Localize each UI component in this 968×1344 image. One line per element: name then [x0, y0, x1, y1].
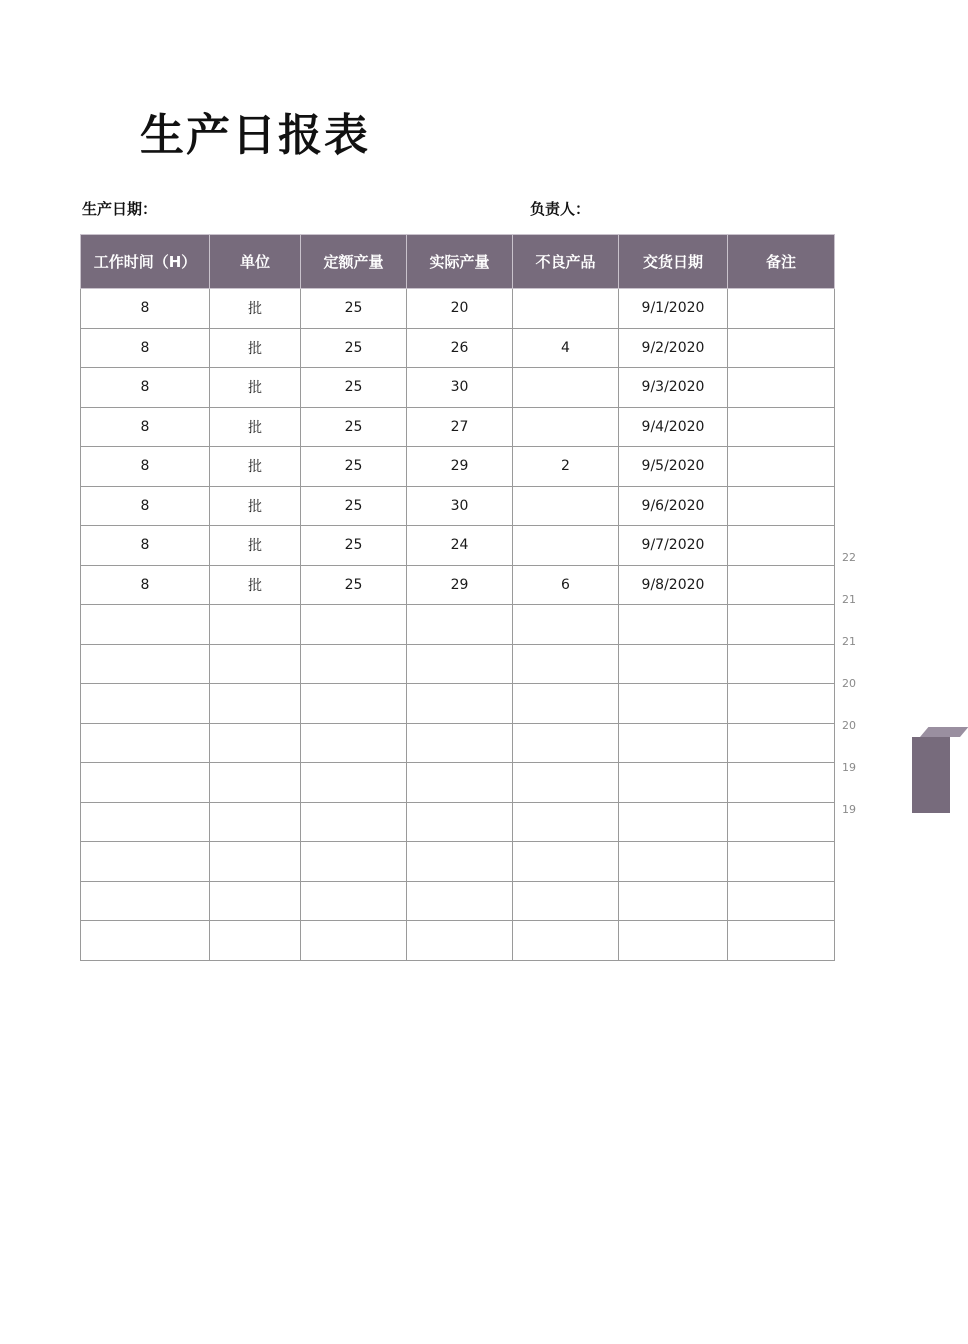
cell-actual-output[interactable]: 30	[407, 486, 513, 526]
cell-defective[interactable]	[513, 289, 619, 329]
header-quota-output: 定额产量	[301, 235, 407, 289]
cell-defective[interactable]	[513, 368, 619, 408]
cell-unit[interactable]	[210, 723, 301, 763]
cell-delivery-date[interactable]: 9/2/2020	[619, 328, 728, 368]
header-defective: 不良产品	[513, 235, 619, 289]
table-row	[81, 605, 835, 645]
cell-defective[interactable]: 6	[513, 565, 619, 605]
cell-delivery-date[interactable]	[619, 684, 728, 724]
cell-work-hours[interactable]	[81, 684, 210, 724]
cell-defective[interactable]	[513, 842, 619, 882]
cell-defective[interactable]	[513, 486, 619, 526]
cell-quota-output[interactable]: 25	[301, 486, 407, 526]
cell-quota-output[interactable]: 25	[301, 289, 407, 329]
table-row	[81, 368, 835, 408]
cell-actual-output[interactable]	[407, 881, 513, 921]
table-row	[81, 486, 835, 526]
cell-delivery-date[interactable]	[619, 921, 728, 961]
cell-quota-output[interactable]: 25	[301, 368, 407, 408]
production-date-label: 生产日期：	[82, 200, 158, 218]
cell-work-hours[interactable]: 8	[81, 289, 210, 329]
cell-actual-output[interactable]: 29	[407, 565, 513, 605]
side-chart-bar-front	[912, 737, 950, 813]
table-body	[81, 289, 835, 961]
cell-unit[interactable]	[210, 842, 301, 882]
table-row	[81, 921, 835, 961]
cell-work-hours[interactable]	[81, 802, 210, 842]
cell-unit[interactable]: 批	[210, 486, 301, 526]
cell-quota-output[interactable]: 25	[301, 328, 407, 368]
cell-delivery-date[interactable]: 9/8/2020	[619, 565, 728, 605]
cell-remarks[interactable]	[728, 605, 835, 645]
table-row	[81, 881, 835, 921]
cell-delivery-date[interactable]	[619, 881, 728, 921]
table-row	[81, 802, 835, 842]
cell-quota-output[interactable]	[301, 684, 407, 724]
cell-quota-output[interactable]	[301, 763, 407, 803]
cell-remarks[interactable]	[728, 921, 835, 961]
cell-work-hours[interactable]: 8	[81, 328, 210, 368]
table-row	[81, 526, 835, 566]
cell-unit[interactable]: 批	[210, 368, 301, 408]
cell-defective[interactable]	[513, 763, 619, 803]
cell-quota-output[interactable]	[301, 881, 407, 921]
cell-unit[interactable]: 批	[210, 328, 301, 368]
side-chart-axis-label: 19	[842, 803, 856, 816]
cell-unit[interactable]: 批	[210, 526, 301, 566]
cell-unit[interactable]	[210, 605, 301, 645]
cell-remarks[interactable]	[728, 486, 835, 526]
header-unit: 单位	[210, 235, 301, 289]
cell-delivery-date[interactable]: 9/4/2020	[619, 407, 728, 447]
cell-delivery-date[interactable]	[619, 605, 728, 645]
cell-work-hours[interactable]: 8	[81, 407, 210, 447]
cell-work-hours[interactable]	[81, 842, 210, 882]
cell-unit[interactable]: 批	[210, 407, 301, 447]
cell-delivery-date[interactable]	[619, 644, 728, 684]
cell-remarks[interactable]	[728, 368, 835, 408]
page-title: 生产日报表	[140, 110, 370, 161]
cell-actual-output[interactable]	[407, 723, 513, 763]
cell-delivery-date[interactable]	[619, 723, 728, 763]
cell-work-hours[interactable]	[81, 881, 210, 921]
side-chart-axis-label: 20	[842, 677, 856, 690]
cell-actual-output[interactable]	[407, 921, 513, 961]
cell-work-hours[interactable]	[81, 921, 210, 961]
cell-remarks[interactable]	[728, 447, 835, 487]
header-work-hours: 工作时间（H）	[81, 235, 210, 289]
cell-remarks[interactable]	[728, 881, 835, 921]
cell-unit[interactable]	[210, 684, 301, 724]
cell-remarks[interactable]	[728, 526, 835, 566]
cell-remarks[interactable]	[728, 328, 835, 368]
production-report-table	[80, 234, 835, 961]
cell-defective[interactable]	[513, 802, 619, 842]
cell-actual-output[interactable]	[407, 605, 513, 645]
cell-unit[interactable]	[210, 921, 301, 961]
cell-actual-output[interactable]: 26	[407, 328, 513, 368]
cell-defective[interactable]	[513, 644, 619, 684]
cell-actual-output[interactable]	[407, 644, 513, 684]
cell-remarks[interactable]	[728, 407, 835, 447]
cell-work-hours[interactable]	[81, 723, 210, 763]
side-chart-axis-label: 19	[842, 761, 856, 774]
cell-remarks[interactable]	[728, 684, 835, 724]
cell-defective[interactable]	[513, 881, 619, 921]
header-delivery-date: 交货日期	[619, 235, 728, 289]
cell-remarks[interactable]	[728, 644, 835, 684]
cell-actual-output[interactable]	[407, 684, 513, 724]
cell-remarks[interactable]	[728, 763, 835, 803]
cell-delivery-date[interactable]	[619, 842, 728, 882]
cell-unit[interactable]	[210, 881, 301, 921]
cell-quota-output[interactable]	[301, 842, 407, 882]
side-chart-bar	[912, 727, 950, 813]
table-row	[81, 407, 835, 447]
side-chart-axis-label: 21	[842, 635, 856, 648]
table-row	[81, 723, 835, 763]
cell-quota-output[interactable]	[301, 802, 407, 842]
table-row	[81, 644, 835, 684]
cell-work-hours[interactable]	[81, 644, 210, 684]
cell-defective[interactable]: 2	[513, 447, 619, 487]
cell-unit[interactable]	[210, 644, 301, 684]
cell-quota-output[interactable]	[301, 723, 407, 763]
cell-actual-output[interactable]: 24	[407, 526, 513, 566]
cell-delivery-date[interactable]: 9/5/2020	[619, 447, 728, 487]
cell-actual-output[interactable]: 27	[407, 407, 513, 447]
side-chart-axis-label: 20	[842, 719, 856, 732]
cell-quota-output[interactable]	[301, 605, 407, 645]
cell-remarks[interactable]	[728, 802, 835, 842]
cell-quota-output[interactable]: 25	[301, 447, 407, 487]
cell-delivery-date[interactable]	[619, 802, 728, 842]
header-remarks: 备注	[728, 235, 835, 289]
cell-actual-output[interactable]	[407, 842, 513, 882]
cell-quota-output[interactable]	[301, 921, 407, 961]
cell-work-hours[interactable]: 8	[81, 486, 210, 526]
table-row	[81, 842, 835, 882]
cell-actual-output[interactable]	[407, 802, 513, 842]
side-chart-bar-top	[920, 727, 968, 737]
cell-delivery-date[interactable]: 9/3/2020	[619, 368, 728, 408]
cell-defective[interactable]	[513, 526, 619, 566]
cell-delivery-date[interactable]: 9/6/2020	[619, 486, 728, 526]
cell-work-hours[interactable]: 8	[81, 526, 210, 566]
cell-delivery-date[interactable]: 9/1/2020	[619, 289, 728, 329]
table-row	[81, 447, 835, 487]
cell-work-hours[interactable]	[81, 763, 210, 803]
table-row	[81, 289, 835, 329]
table-row	[81, 684, 835, 724]
cell-unit[interactable]	[210, 763, 301, 803]
cell-defective[interactable]	[513, 407, 619, 447]
cell-defective[interactable]: 4	[513, 328, 619, 368]
cell-defective[interactable]	[513, 605, 619, 645]
cell-actual-output[interactable]: 30	[407, 368, 513, 408]
cell-unit[interactable]: 批	[210, 447, 301, 487]
cell-quota-output[interactable]: 25	[301, 565, 407, 605]
cell-remarks[interactable]	[728, 565, 835, 605]
table-row	[81, 565, 835, 605]
cell-remarks[interactable]	[728, 289, 835, 329]
side-chart-axis-label: 22	[842, 551, 856, 564]
cell-actual-output[interactable]: 29	[407, 447, 513, 487]
cell-quota-output[interactable]	[301, 644, 407, 684]
table-row	[81, 763, 835, 803]
cell-defective[interactable]	[513, 723, 619, 763]
cell-unit[interactable]: 批	[210, 565, 301, 605]
table-row	[81, 328, 835, 368]
cell-quota-output[interactable]: 25	[301, 407, 407, 447]
cell-work-hours[interactable]: 8	[81, 565, 210, 605]
side-chart-axis-label: 21	[842, 593, 856, 606]
cell-unit[interactable]: 批	[210, 289, 301, 329]
cell-work-hours[interactable]: 8	[81, 447, 210, 487]
cell-actual-output[interactable]: 20	[407, 289, 513, 329]
cell-remarks[interactable]	[728, 842, 835, 882]
cell-quota-output[interactable]: 25	[301, 526, 407, 566]
cell-defective[interactable]	[513, 921, 619, 961]
cell-defective[interactable]	[513, 684, 619, 724]
cell-work-hours[interactable]	[81, 605, 210, 645]
cell-actual-output[interactable]	[407, 763, 513, 803]
owner-label: 负责人：	[530, 200, 591, 218]
table-header-row	[81, 235, 835, 289]
cell-delivery-date[interactable]	[619, 763, 728, 803]
header-actual-output: 实际产量	[407, 235, 513, 289]
cell-remarks[interactable]	[728, 723, 835, 763]
cell-delivery-date[interactable]: 9/7/2020	[619, 526, 728, 566]
cell-unit[interactable]	[210, 802, 301, 842]
cell-work-hours[interactable]: 8	[81, 368, 210, 408]
